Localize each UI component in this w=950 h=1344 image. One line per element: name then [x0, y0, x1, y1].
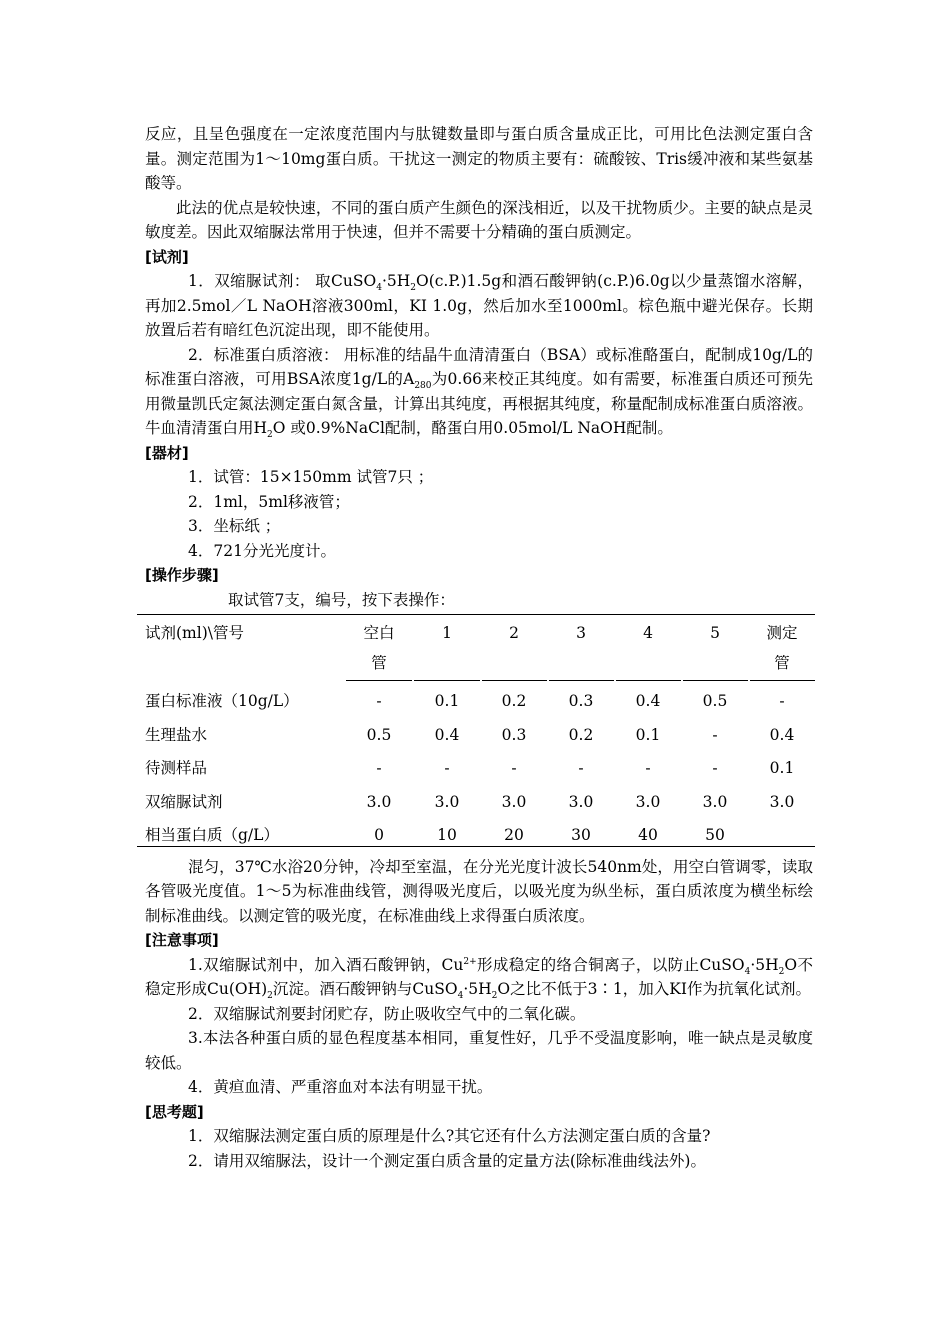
table-header-underline: [549, 680, 614, 681]
table-cell: 3.0: [769, 792, 795, 811]
table-cell: 3.0: [568, 792, 594, 811]
table-cell: -: [712, 759, 718, 777]
table-header-underline: [750, 680, 815, 681]
table-cell: 20: [504, 826, 524, 844]
document-body: [145, 122, 813, 1173]
table-cell: 0.4: [434, 725, 460, 744]
table-cell: -: [444, 759, 450, 777]
table-header-label: 试剂(ml)\管号: [145, 624, 244, 642]
table-row: [137, 684, 815, 718]
equipment-item: 4．721分光光度计。: [188, 541, 336, 560]
intro-paragraph-1: 反应，且呈色强度在一定浓度范围内与肽键数量即与蛋白质含量成正比，可用比色法测定蛋白含量。测定范围为1～10mg蛋白质。干扰这一测定的物质主要有：硫酸铵、Tris缓冲液和某些氨基酸等。: [145, 125, 813, 192]
table-cell: 0.1: [635, 725, 661, 744]
table-header-cell: 1: [442, 624, 452, 642]
procedure-intro: 取试管7支，编号，按下表操作：: [228, 590, 455, 609]
table-cell: 50: [705, 826, 725, 844]
table-cell: 0.3: [501, 725, 527, 744]
table-cell: 0.1: [769, 759, 795, 777]
question-item-1: 1．双缩脲法测定蛋白质的原理是什么?其它还有什么方法测定蛋白质的含量?: [188, 1127, 711, 1145]
table-header-underline: [346, 680, 412, 681]
table-cell: -: [511, 759, 517, 777]
table-cell: 0.4: [635, 692, 661, 710]
notes-heading: [注意事项]: [145, 931, 219, 949]
table-cell: 0.4: [769, 725, 795, 744]
equipment-heading: [器材]: [145, 443, 189, 462]
table-cell: -: [376, 759, 382, 777]
table-header-cell: 2: [509, 624, 519, 642]
note-item-1: 1.双缩脲试剂中，加入酒石酸钾钠，$Cu^{2+}$形成稳定的络合铜离子，以防止$CuSO_4\cdot 5H_2O$不稳定形成$Cu(OH)_2$沉淀。酒石酸钾钠与$CuSO_4\cdot 5H_2O$之比不低于3∶1，加入KI作为抗氧化试剂。: [145, 955, 814, 1002]
equipment-item: 2．1ml，5ml移液管；: [188, 492, 350, 511]
table-header-cell: 3: [576, 624, 586, 642]
table-cell: -: [779, 692, 785, 710]
table-cell: 0.1: [434, 692, 460, 710]
table-cell: -: [376, 692, 382, 710]
note-item-3: 3.本法各种蛋白质的显色程度基本相同，重复性好，几乎不受温度影响，唯一缺点是灵敏度较低。: [145, 1029, 813, 1072]
reagent-item-1: 1．双缩脲试剂： 取$CuSO_4\cdot 5H_2O(c.P.)1.5g$和酒石酸钾钠(c.P.)6.0g以少量蒸馏水溶解，再加2.5mol／L NaOH溶液300ml，KI 1.0g，然后加水至1000ml。棕色瓶中避光保存。长期放置后若有暗红色沉淀出现，即不能使用。: [145, 272, 813, 339]
table-row-label: 蛋白标准液（10g/L）: [145, 692, 299, 710]
table-cell: 3.0: [702, 792, 728, 811]
table-header-cell: 空白管: [363, 624, 395, 672]
table-row-label: 生理盐水: [145, 725, 208, 744]
table-header-cell: 测定管: [766, 624, 798, 672]
table-header-cell: 5: [710, 624, 720, 642]
procedure-table: [137, 614, 815, 847]
table-cell: 3.0: [434, 792, 460, 811]
note-item-2: 2．双缩脲试剂要封闭贮存，防止吸收空气中的二氧化碳。: [188, 1004, 586, 1023]
table-row-label: 待测样品: [145, 759, 208, 777]
table-cell: 3.0: [635, 792, 661, 811]
procedure-heading: [操作步骤]: [145, 566, 219, 584]
table-bottom-rule: [137, 846, 815, 847]
table-cell: 10: [437, 826, 457, 844]
table-cell: -: [578, 759, 584, 777]
table-cell: 3.0: [366, 792, 392, 811]
table-cell: 0.2: [568, 725, 594, 744]
table-cell: 3.0: [501, 792, 527, 811]
table-header-underline: [683, 680, 748, 681]
questions-heading: [思考题]: [145, 1102, 204, 1121]
table-cell: 40: [638, 826, 658, 844]
table-header-underline: [482, 680, 547, 681]
table-cell: 30: [571, 826, 591, 844]
table-row: [137, 785, 815, 819]
note-item-4: 4．黄疸血清、严重溶血对本法有明显干扰。: [188, 1078, 493, 1096]
table-cell: 0.5: [702, 692, 728, 710]
table-cell: -: [645, 759, 651, 777]
table-cell: 0.5: [366, 725, 392, 744]
table-row: [137, 751, 815, 785]
intro-paragraph-2: 此法的优点是较快速，不同的蛋白质产生颜色的深浅相近，以及干扰物质少。主要的缺点是灵敏度差。因此双缩脲法常用于快速，但并不需要十分精确的蛋白质测定。: [145, 198, 813, 241]
table-header-cell: 4: [643, 624, 653, 642]
equipment-item: 3．坐标纸 ；: [188, 517, 281, 535]
table-row: [137, 718, 815, 752]
reagent-item-2: 2．标准蛋白质溶液： 用标准的结晶牛血清清蛋白（BSA）或标准酪蛋白，配制成10g/L的标准蛋白溶液，可用BSA浓度1g/L的$A_{280}$为0.66来校正其纯度。如有需要，标准蛋白质还可预先用微量凯氏定氮法测定蛋白氮含量，计算出其纯度，再根据其纯度，称量配制成标准蛋白质溶液。牛血清清蛋白用$H_2O$ 或0.9%NaCl配制，酪蛋白用0.05mol/L NaOH配制。: [145, 345, 813, 441]
table-header-row: [137, 614, 815, 680]
procedure-after-text: 混匀，37℃水浴20分钟，冷却至室温，在分光光度计波长540nm处，用空白管调零，读取各管吸光度值。1～5为标准曲线管，测得吸光度后，以吸光度为纵坐标，蛋白质浓度为横坐标绘制标准曲线。以测定管的吸光度，在标准曲线上求得蛋白质浓度。: [145, 857, 813, 925]
table-row-label: 相当蛋白质（g/L）: [145, 826, 279, 844]
table-cell: 0.2: [501, 692, 527, 710]
table-row-label: 双缩脲试剂: [145, 792, 223, 811]
question-item-2: 2．请用双缩脲法，设计一个测定蛋白质含量的定量方法(除标准曲线法外)。: [188, 1151, 706, 1170]
table-cell: 0.3: [568, 692, 594, 710]
table-header-underline: [616, 680, 681, 681]
equipment-item: 1．试管：15×150mm 试管7只 ；: [188, 468, 434, 486]
reagents-heading: [试剂]: [145, 247, 189, 266]
table-cell: -: [712, 725, 718, 744]
table-cell: 0: [374, 826, 384, 844]
table-header-underline: [414, 680, 480, 681]
